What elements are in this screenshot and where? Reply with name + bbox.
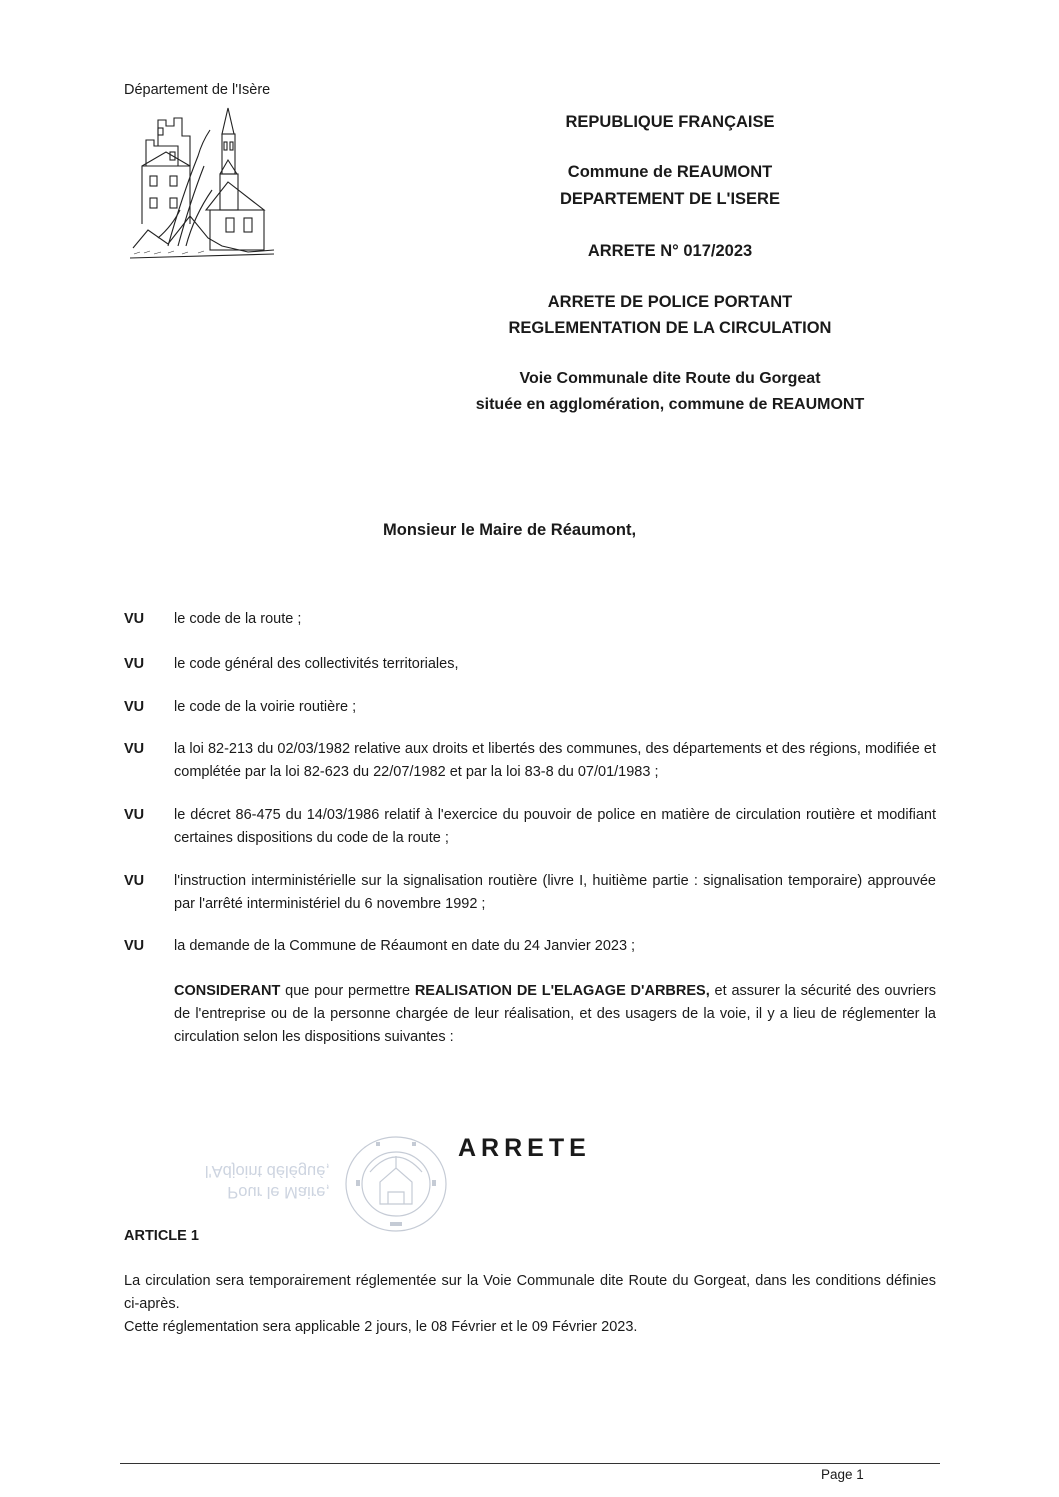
- vu-item: [124, 804, 936, 850]
- considerant-emphasis: REALISATION DE L'ELAGAGE D'ARBRES,: [414, 983, 710, 999]
- arrete-subject-line1: ARRETE DE POLICE PORTANT: [547, 293, 793, 311]
- commune-seal-stamp: [340, 1132, 452, 1236]
- road-location: située en agglomération, commune de REAUMONT: [475, 396, 865, 413]
- considerant-text: que pour permettre: [280, 983, 415, 999]
- vu-text: le décret 86-475 du 14/03/1986 relatif à l'exercice du pouvoir de police en matière de circulation routière et modifiant certaines dispositions du code de la route ;: [174, 807, 936, 846]
- page-number: Page 1: [821, 1467, 864, 1482]
- vu-label: VU: [124, 938, 145, 954]
- vu-text: le code de la voirie routière ;: [174, 699, 357, 715]
- arrete-number: ARRETE N° 017/2023: [587, 242, 753, 260]
- signature-bleed-through: Pour le Maire, l'Adjoint délégué,: [204, 1162, 330, 1201]
- vu-item: [124, 608, 936, 631]
- vu-text: la loi 82-213 du 02/03/1982 relative aux droits et libertés des communes, des départements et des régions, modifiée et complétée par la loi 82-623 du 22/07/1982 et par la loi 83-8 du 07/01/1983 ;: [174, 741, 936, 780]
- mayor-salutation: Monsieur le Maire de Réaumont,: [383, 521, 637, 539]
- vu-item: [124, 653, 936, 676]
- article-1-title: ARTICLE 1: [124, 1228, 199, 1244]
- department-label: Département de l'Isère: [124, 82, 271, 98]
- vu-text: le code de la route ;: [174, 611, 302, 627]
- vu-label: VU: [124, 741, 145, 757]
- vu-label: VU: [124, 807, 145, 823]
- vu-label: VU: [124, 611, 145, 627]
- footer-divider: [120, 1463, 940, 1464]
- vu-text: la demande de la Commune de Réaumont en date du 24 Janvier 2023 ;: [174, 938, 636, 954]
- road-name: Voie Communale dite Route du Gorgeat: [519, 370, 821, 387]
- department-heading: DEPARTEMENT DE L'ISERE: [560, 190, 780, 208]
- vu-item: [124, 696, 936, 719]
- vu-label: VU: [124, 699, 145, 715]
- vu-item: [124, 738, 936, 784]
- vu-text: le code général des collectivités territoriales,: [174, 656, 459, 672]
- article-1-line: Cette réglementation sera applicable 2 jours, le 08 Février et le 09 Février 2023.: [124, 1319, 638, 1335]
- considerant-paragraph: [174, 980, 936, 1049]
- article-1-body: [124, 1270, 936, 1339]
- arrete-title: ARRETE: [458, 1134, 591, 1162]
- vu-text: l'instruction interministérielle sur la signalisation routière (livre I, huitième partie : signalisation temporaire) approuvée par l'arrêté interministériel du 6 novembre 1992 ;: [174, 873, 936, 912]
- article-1-line: La circulation sera temporairement réglementée sur la Voie Communale dite Route du Gorgeat, dans les conditions définies ci-après.: [124, 1273, 936, 1312]
- considerant-lead: CONSIDERANT: [174, 983, 281, 999]
- vu-label: VU: [124, 656, 145, 672]
- village-church-logo: [128, 106, 280, 264]
- vu-item: [124, 870, 936, 916]
- republique-heading: REPUBLIQUE FRANÇAISE: [565, 113, 775, 131]
- vu-item: [124, 935, 936, 958]
- arrete-subject-line2: REGLEMENTATION DE LA CIRCULATION: [508, 319, 832, 337]
- vu-label: VU: [124, 873, 145, 889]
- considerant-text: et assurer la sécurité des ouvriers de l'entreprise ou de la personne chargée de leur réalisation, et des usagers de la voie, il y a lieu de réglementer la circulation selon les dispositions suivantes :: [174, 983, 936, 1045]
- commune-heading: Commune de REAUMONT: [567, 163, 773, 181]
